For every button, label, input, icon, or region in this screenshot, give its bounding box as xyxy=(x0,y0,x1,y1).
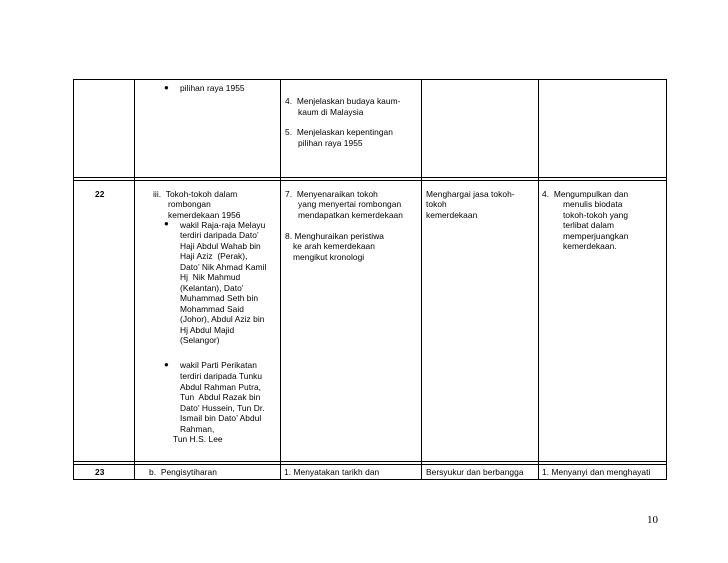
cell-text: Tun Abdul Razak bin xyxy=(180,392,261,402)
cell-text: Hj Abdul Majid xyxy=(180,325,235,335)
cell-text: 1. Menyanyi dan menghayati xyxy=(542,467,651,477)
cell-text: iii. Tokoh-tokoh dalam xyxy=(153,189,238,199)
cell-text: kemerdekaan. xyxy=(563,241,617,251)
cell-text: 4. Mengumpulkan dan xyxy=(542,189,629,199)
cell-text: Muhammad Seth bin xyxy=(180,293,259,303)
cell-text: pilihan raya 1955 xyxy=(180,83,245,93)
cell-text: pilihan raya 1955 xyxy=(298,138,363,148)
cell-text: Dato’ Nik Ahmad Kamil xyxy=(180,262,267,272)
cell-text: (Selangor) xyxy=(180,335,220,345)
cell-text: Haji Abdul Wahab bin xyxy=(180,241,261,251)
cell-text: mengikut kronologi xyxy=(293,252,365,262)
cell-text: 8. Menghuraikan peristiwa xyxy=(285,231,385,241)
cell-text: yang menyertai rombongan xyxy=(298,199,402,209)
cell-text: Rahman, xyxy=(180,424,215,434)
cell-text: tokoh-tokoh yang xyxy=(563,210,629,220)
page-number: 10 xyxy=(647,514,658,526)
cell-text: mendapatkan kemerdekaan xyxy=(298,210,403,220)
lesson-table xyxy=(73,79,667,480)
cell-text: tokoh xyxy=(426,199,447,209)
cell-text: rombongan xyxy=(168,199,211,209)
cell-text: wakil Raja-raja Melayu xyxy=(180,220,266,230)
column-divider xyxy=(421,79,422,480)
row-divider xyxy=(73,461,667,462)
cell-text: (Kelantan), Dato’ xyxy=(180,283,244,293)
cell-text: menulis biodata xyxy=(563,199,623,209)
cell-text: terdiri daripada Dato’ xyxy=(180,230,259,240)
cell-text: 4. Menjelaskan budaya kaum- xyxy=(285,96,401,106)
cell-text: Tun H.S. Lee xyxy=(173,434,223,444)
row-divider xyxy=(73,464,667,465)
cell-text: Hj Nik Mahmud xyxy=(180,272,241,282)
cell-text: b. Pengisytiharan xyxy=(149,467,217,477)
cell-text: Bersyukur dan berbangga xyxy=(426,467,524,477)
row-number: 22 xyxy=(95,189,105,199)
cell-text: ke arah kemerdekaan xyxy=(293,241,375,251)
table-border-bottom xyxy=(73,479,667,480)
cell-text: (Johor), Abdul Aziz bin xyxy=(180,314,265,324)
row-divider xyxy=(73,180,667,181)
cell-text: Haji Aziz (Perak), xyxy=(180,251,248,261)
column-divider xyxy=(280,79,281,480)
cell-text: kaum di Malaysia xyxy=(298,107,364,117)
cell-text: 7. Menyenaraikan tokoh xyxy=(285,189,378,199)
bullet-icon: ● xyxy=(164,83,169,92)
cell-text: terdiri daripada Tunku xyxy=(180,371,263,381)
cell-text: Menghargai jasa tokoh- xyxy=(426,189,515,199)
cell-text: 5. Menjelaskan kepentingan xyxy=(285,127,393,137)
cell-text: Ismail bin Dato’ Abdul xyxy=(180,413,262,423)
column-divider xyxy=(134,79,135,480)
cell-text: memperjuangkan xyxy=(563,231,629,241)
table-border-top xyxy=(73,79,667,80)
cell-text: wakil Parti Perikatan xyxy=(180,360,257,370)
row-number: 23 xyxy=(95,467,105,477)
table-border-left xyxy=(73,79,74,480)
cell-text: kemerdekaan xyxy=(426,210,478,220)
table-border-right xyxy=(666,79,667,480)
cell-text: terlibat dalam xyxy=(563,220,614,230)
bullet-icon: ● xyxy=(164,219,169,228)
cell-text: Mohammad Said xyxy=(180,304,244,314)
cell-text: Abdul Rahman Putra, xyxy=(180,382,262,392)
row-divider xyxy=(73,177,667,178)
cell-text: 1. Menyatakan tarikh dan xyxy=(284,467,380,477)
cell-text: kemerdekaan 1956 xyxy=(168,210,241,220)
bullet-icon: ● xyxy=(164,360,169,369)
column-divider xyxy=(538,79,539,480)
cell-text: Dato’ Hussein, Tun Dr. xyxy=(180,403,265,413)
